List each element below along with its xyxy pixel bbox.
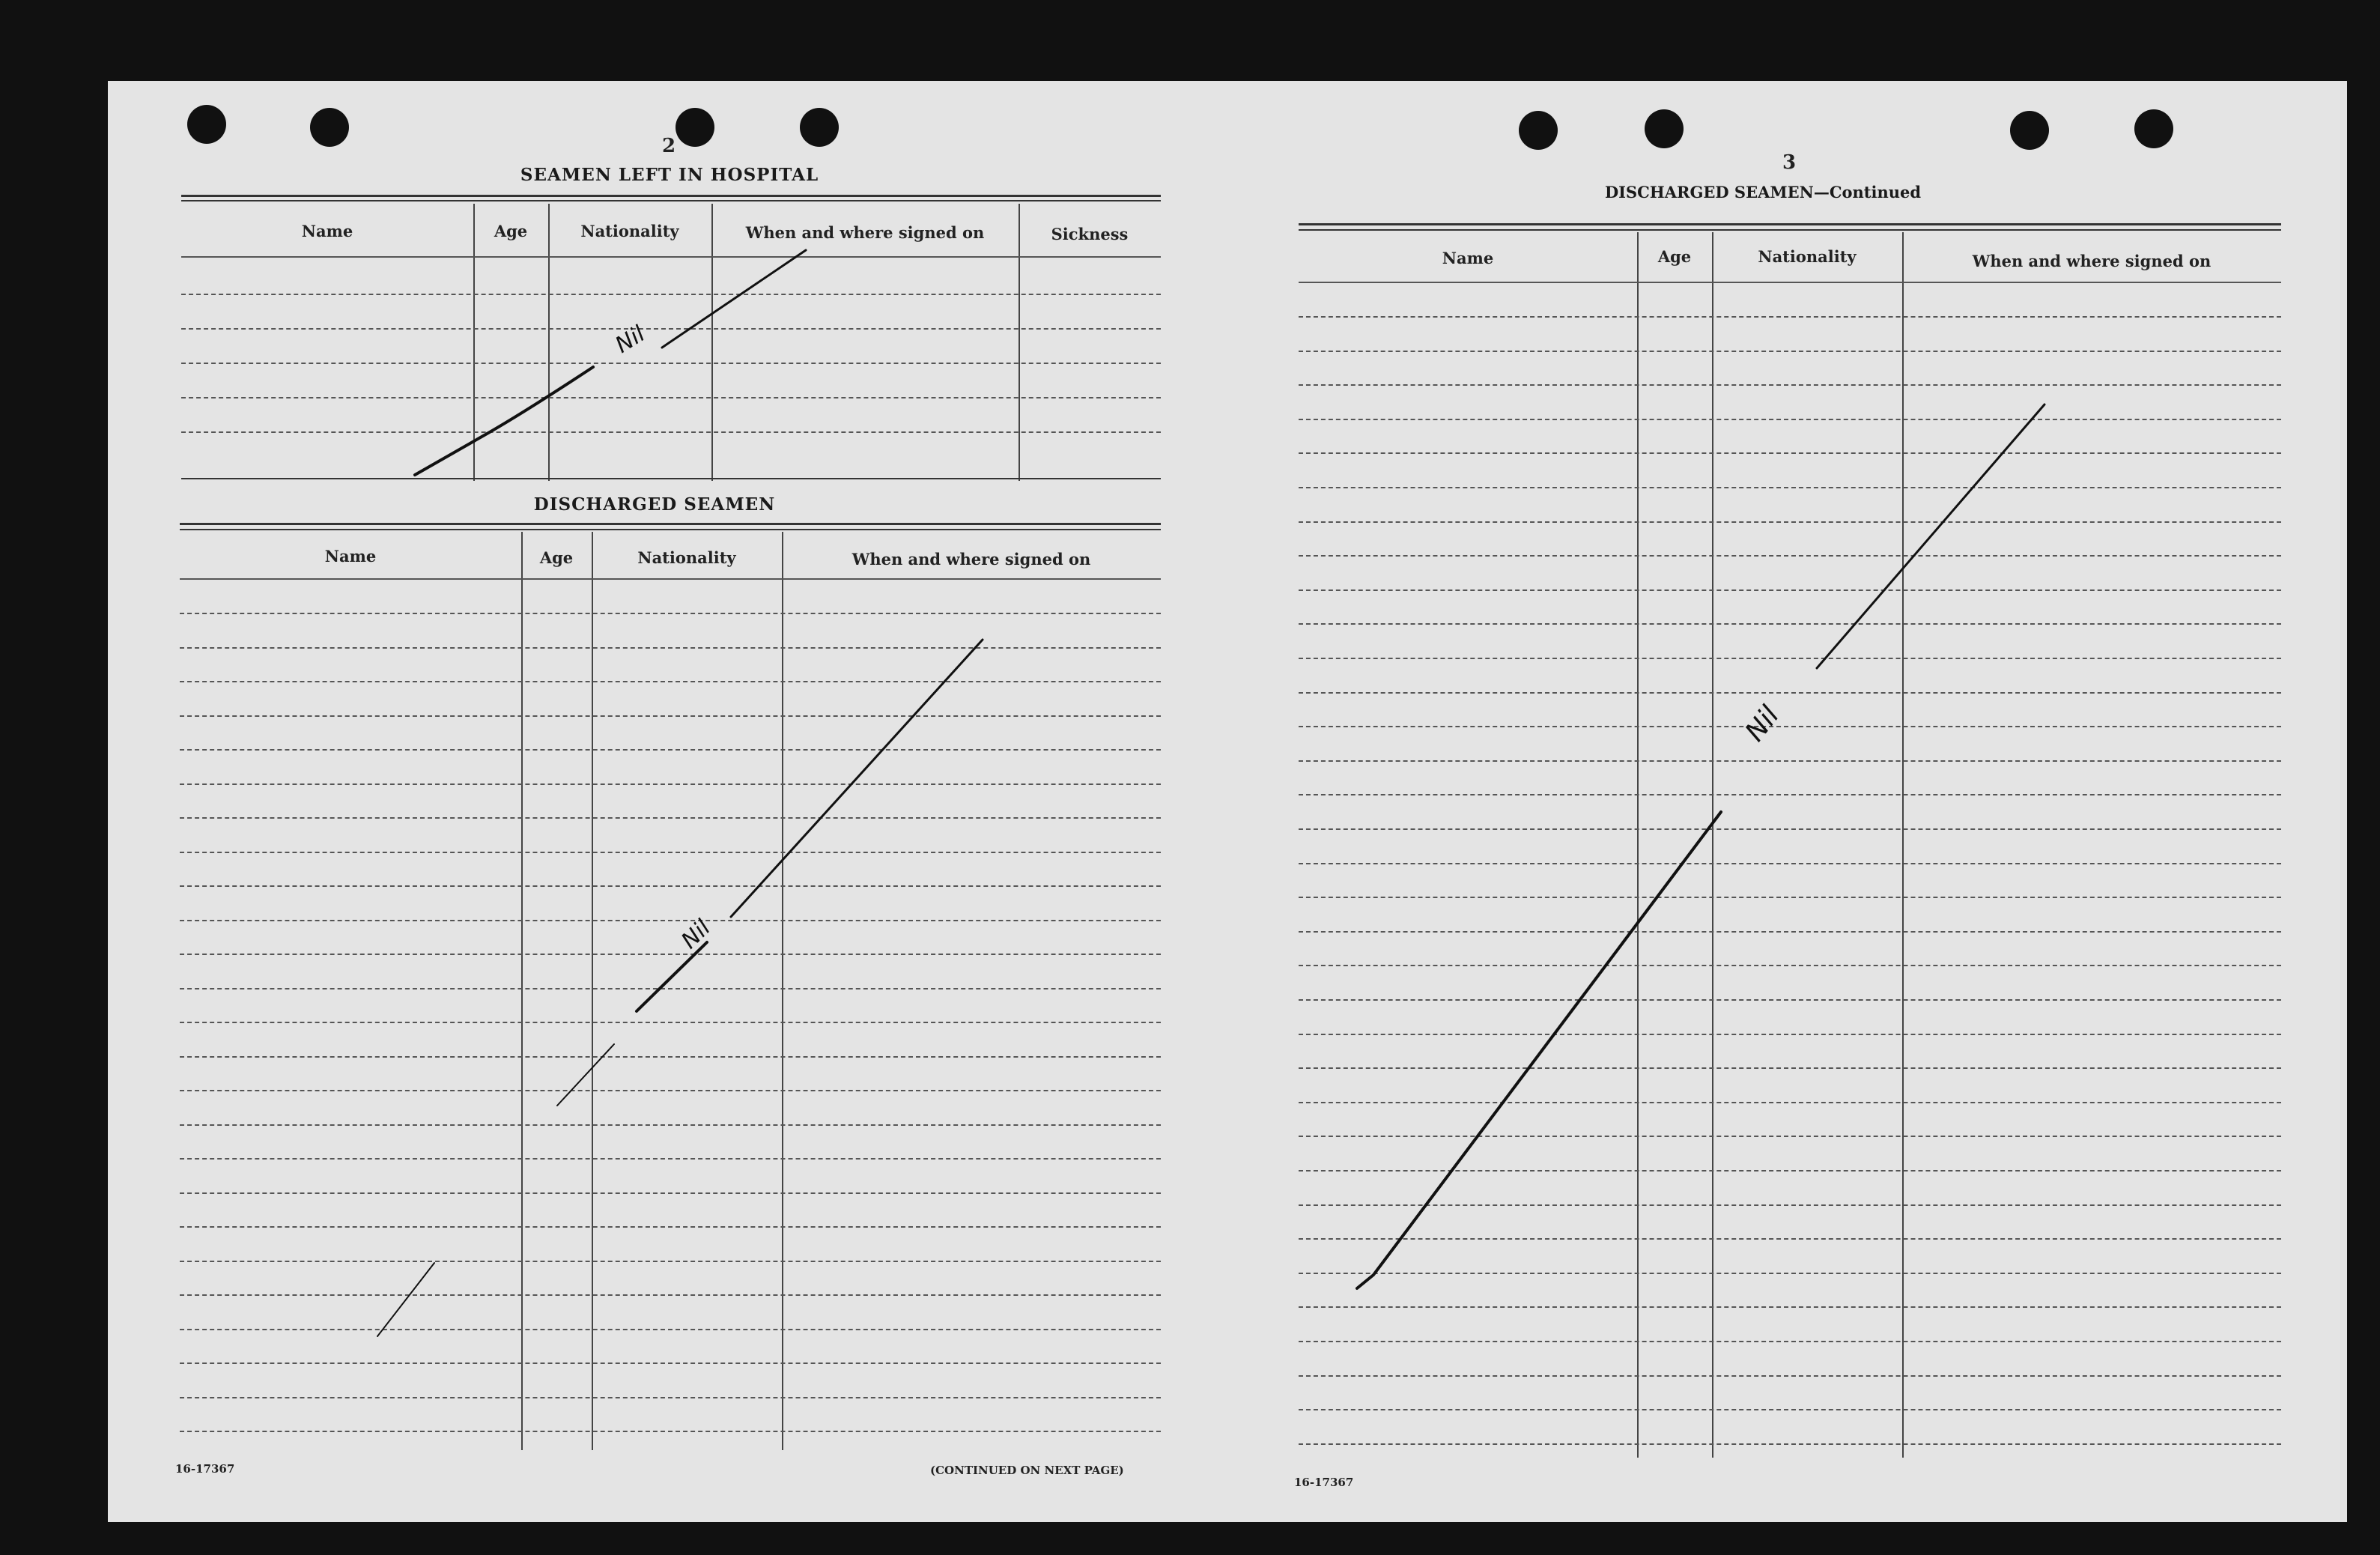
column-header-sickness: Sickness [1051, 225, 1129, 243]
page-number-right: 3 [1782, 151, 1797, 174]
column-header-name: Name [324, 547, 377, 566]
handwritten-nil-hospital: Nil [610, 321, 650, 359]
discharged-section-title: DISCHARGED SEAMEN [533, 494, 776, 515]
column-header-signed-on: When and where signed on [1972, 252, 2211, 270]
nil-line-right-upper [1817, 404, 2044, 668]
nil-line-discharged-upper [731, 640, 983, 917]
handwritten-nil-right: Nil [1739, 700, 1785, 748]
column-header-nationality: Nationality [1758, 247, 1857, 266]
nil-line-hospital-upper [662, 250, 806, 348]
continued-note: (CONTINUED ON NEXT PAGE) [930, 1464, 1124, 1477]
column-header-name: Name [301, 222, 353, 240]
nil-line-hospital-lower [415, 367, 593, 475]
column-header-age: Age [494, 222, 528, 240]
document-sheet [108, 81, 2347, 1522]
hospital-section-title: SEAMEN LEFT IN HOSPITAL [520, 165, 819, 185]
nil-line-discharged-lower [637, 942, 707, 1011]
form-number-left: 16-17367 [175, 1462, 235, 1476]
column-header-nationality: Nationality [580, 222, 679, 240]
discharged-continued-title: DISCHARGED SEAMEN—Continued [1604, 183, 1922, 201]
column-header-age: Age [1657, 247, 1692, 266]
column-header-age: Age [539, 548, 574, 567]
column-header-signed-on: When and where signed on [851, 550, 1091, 569]
handwritten-nil-discharged: Nil [676, 915, 716, 954]
handwritten-nil-marks [108, 81, 2347, 1522]
column-header-nationality: Nationality [637, 548, 736, 567]
nil-line-right-lower [1357, 812, 1721, 1288]
form-number-right: 16-17367 [1294, 1476, 1354, 1489]
column-header-name: Name [1442, 249, 1494, 267]
page-number-left: 2 [662, 135, 676, 157]
column-header-signed-on: When and where signed on [745, 223, 985, 242]
